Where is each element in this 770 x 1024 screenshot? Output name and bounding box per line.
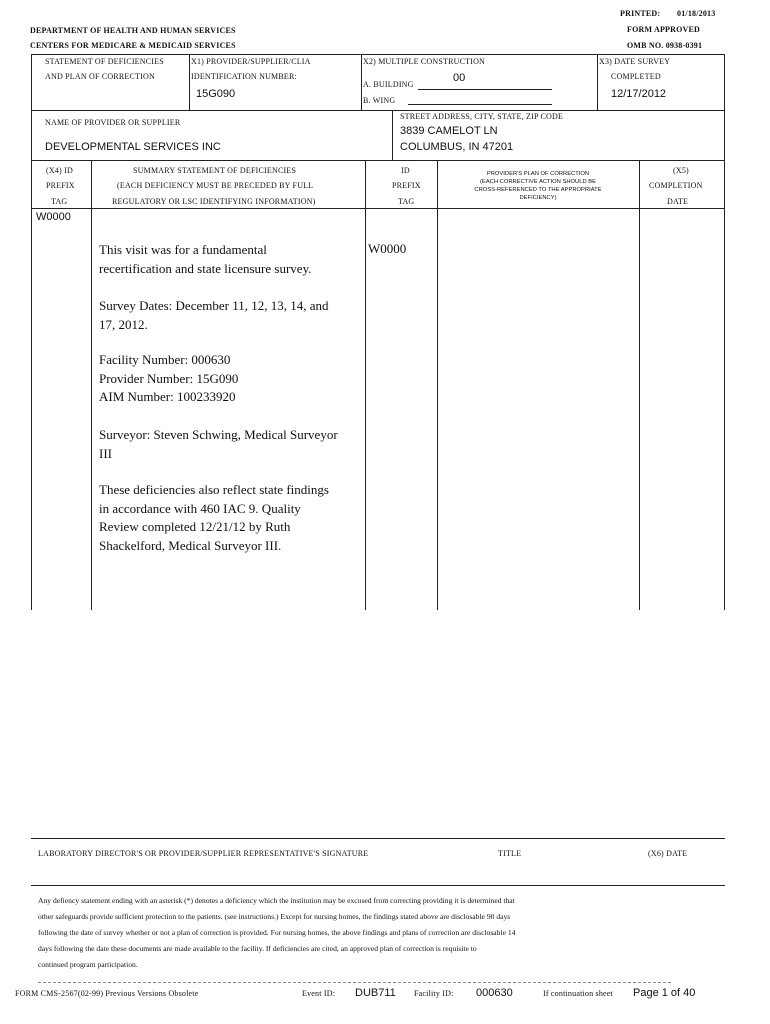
signature-label: LABORATORY DIRECTOR'S OR PROVIDER/SUPPLIER REPRESENTATIVE'S SIGNATURE (38, 849, 369, 858)
left-border-name (31, 110, 32, 160)
plan-header-3: CROSS-REFERENCED TO THE APPROPRIATE (474, 187, 602, 193)
multiple-construction-label: X2) MULTIPLE CONSTRUCTION (363, 57, 486, 66)
footnote-line-5: continued program participation. (38, 960, 138, 969)
divider-x1 (189, 54, 190, 110)
provider-name-value: DEVELOPMENTAL SERVICES INC (45, 141, 221, 153)
footnote-line-2: other safeguards provide sufficient protection to the patients. (see instructions.) Except for nursing homes, the findings stated above are disclosable 90 days (38, 912, 511, 921)
plan-header-1: PROVIDER'S PLAN OF CORRECTION (486, 171, 590, 177)
x4-header-3: TAG (51, 197, 68, 206)
date-survey-value: 12/17/2012 (611, 88, 667, 100)
provider-number: Provider Number: 15G090 (99, 371, 239, 386)
signature-top-line (31, 838, 725, 839)
row-divider-2 (31, 160, 725, 161)
left-border-top (31, 54, 32, 110)
event-id-value: DUB711 (355, 987, 396, 999)
divider-x3 (597, 54, 598, 110)
surveyor: Surveyor: Steven Schwing, Medical Surveyor III (99, 427, 338, 461)
plan-header-2: (EACH CORRECTIVE ACTION SHOULD BE (480, 179, 596, 185)
col-left-border (31, 160, 32, 610)
footer-divider (38, 982, 671, 983)
x6-date-label: (X6) DATE (648, 849, 688, 858)
id-header-2: PREFIX (392, 181, 421, 190)
wing-label: B. WING (363, 96, 396, 105)
date-survey-label-1: X3) DATE SURVEY (599, 57, 671, 66)
id-header-1: ID (401, 166, 410, 175)
divider-address (392, 110, 393, 160)
right-id-tag: W0000 (368, 241, 407, 256)
form-approved: FORM APPROVED (627, 25, 701, 34)
col-divider-tag (91, 160, 92, 610)
x5-header-1: (X5) (673, 166, 689, 175)
continuation-label: If continuation sheet (543, 989, 613, 998)
footnote-line-4: days following the date these documents are made available to the facility. If deficiencies are cited, an approved plan of correction is requisite to (38, 944, 477, 953)
statement-label-2: AND PLAN OF CORRECTION (45, 72, 155, 81)
plan-header-4: DEFICIENCY) (519, 195, 557, 201)
centers-title: CENTERS FOR MEDICARE & MEDICAID SERVICES (30, 41, 236, 50)
event-id-label: Event ID: (302, 989, 336, 998)
summary-paragraph-5: These deficiencies also reflect state findings in accordance with 460 IAC 9. Quality Review completed 12/21/12 by Ruth Shackelford, Medical Surveyor III. (99, 482, 329, 553)
right-border (724, 54, 725, 610)
id-header-3: TAG (398, 197, 415, 206)
row-divider-1 (31, 110, 725, 111)
x4-header-1: (X4) ID (46, 166, 73, 175)
col-divider-summary (365, 160, 366, 610)
wing-underline (408, 104, 552, 105)
form-id: FORM CMS-2567(02-99) Previous Versions Obsolete (15, 989, 199, 998)
address-label: STREET ADDRESS, CITY, STATE, ZIP CODE (400, 112, 564, 121)
row-divider-3 (31, 208, 725, 209)
department-title: DEPARTMENT OF HEALTH AND HUMAN SERVICES (30, 26, 236, 35)
printed-label: PRINTED: (620, 9, 661, 18)
summary-paragraph-1: This visit was for a fundamental recertification and state licensure survey. (99, 242, 312, 276)
statement-label-1: STATEMENT OF DEFICIENCIES (45, 57, 164, 66)
aim-number: AIM Number: 100233920 (99, 389, 236, 404)
x5-header-2: COMPLETION (649, 181, 703, 190)
address-line-2: COLUMBUS, IN 47201 (400, 141, 514, 153)
provider-id-value: 15G090 (196, 88, 236, 100)
footnote-line-1: Any defiency statement ending with an asterisk (*) denotes a deficiency which the institution may be excused from correcting providing it is determined that (38, 896, 515, 905)
top-border (31, 54, 725, 55)
footnote-line-3: following the date of survey whether or not a plan of correction is provided. For nursing homes, the above findings and plans of correction are disclosable 14 (38, 928, 516, 937)
printed-date: 01/18/2013 (677, 9, 716, 18)
address-line-1: 3839 CAMELOT LN (400, 125, 498, 137)
page-number: Page 1 of 40 (633, 987, 696, 999)
x4-header-2: PREFIX (46, 181, 75, 190)
provider-name-label: NAME OF PROVIDER OR SUPPLIER (45, 118, 181, 127)
provider-id-label-1: X1) PROVIDER/SUPPLIER/CLIA (191, 57, 311, 66)
summary-header-2: (EACH DEFICIENCY MUST BE PRECEDED BY FULL (117, 181, 314, 190)
building-underline (418, 89, 552, 90)
signature-bottom-line (31, 885, 725, 886)
building-value: 00 (453, 72, 466, 84)
date-survey-label-2: COMPLETED (611, 72, 661, 81)
building-label: A. BUILDING (363, 80, 414, 89)
col-divider-id (437, 160, 438, 610)
left-id-tag: W0000 (36, 211, 71, 223)
facility-number: Facility Number: 000630 (99, 352, 231, 367)
divider-x2 (361, 54, 362, 110)
title-label: TITLE (498, 849, 522, 858)
x5-header-3: DATE (667, 197, 689, 206)
summary-paragraph-2: Survey Dates: December 11, 12, 13, 14, and 17, 2012. (99, 298, 329, 332)
summary-header-3: REGULATORY OR LSC IDENTIFYING INFORMATION) (112, 197, 316, 206)
col-divider-plan (639, 160, 640, 610)
summary-header-1: SUMMARY STATEMENT OF DEFICIENCIES (133, 166, 297, 175)
facility-id-label: Facility ID: (414, 989, 454, 998)
provider-id-label-2: IDENTIFICATION NUMBER: (191, 72, 297, 81)
omb-number: OMB NO. 0938-0391 (627, 41, 703, 50)
facility-id-value: 000630 (476, 987, 513, 999)
